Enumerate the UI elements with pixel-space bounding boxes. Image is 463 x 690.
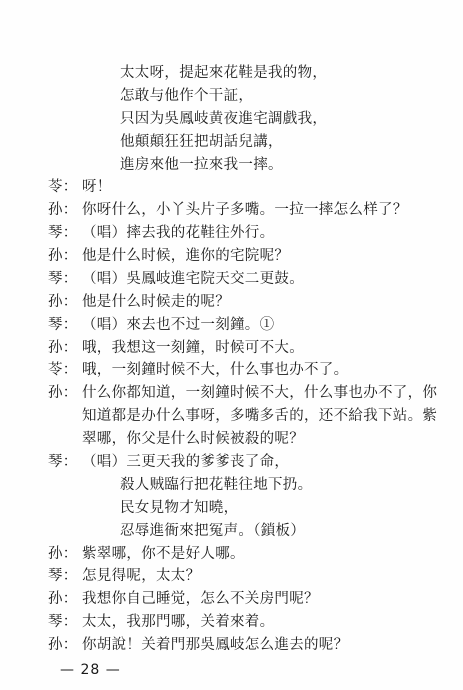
speaker-label: 琴： [48, 568, 78, 585]
dialogue-line [48, 247, 289, 265]
page-number: — 28 — [60, 662, 121, 678]
dialogue-line [48, 590, 319, 608]
dialogue-text: 哦，我想这一刻鐘，时候可不大。 [82, 339, 304, 356]
speaker-label: 琴： [48, 454, 78, 470]
dialogue-line [48, 613, 274, 631]
dialogue-line [48, 178, 112, 196]
verse-line: 殺人贼臨行把花鞋往地下扔。 [120, 476, 313, 493]
dialogue-line [48, 636, 348, 654]
speaker-label: 孙： [48, 202, 78, 219]
dialogue-text: （唱）三更天我的爹爹丧了命， [82, 454, 290, 470]
dialogue-line [48, 270, 304, 288]
dialogue-line [48, 407, 437, 425]
dialogue-line [48, 430, 304, 448]
verse-line: 進房來他一拉來我一摔。 [120, 156, 283, 173]
speaker-label: 孙： [48, 545, 78, 562]
speaker-label: 孙： [48, 637, 78, 653]
dialogue-text: 哦，一刻鐘时候不大，什么事也办不了。 [82, 362, 349, 379]
dialogue-text: （唱）吳鳳岐進宅院天交二更鼓。 [82, 270, 304, 287]
dialogue-text: 我想你自己睡觉，怎么不关房門呢？ [82, 591, 319, 608]
verse-line: 只因为吳鳳岐黄夜進宅調戲我， [120, 110, 328, 127]
speaker-label: 孙： [48, 591, 78, 608]
speaker-label: 苓： [48, 362, 78, 379]
dialogue-line [48, 224, 274, 242]
verse-line: 怎敢与他作个干証， [120, 87, 254, 104]
dialogue-text: 他是什么时候走的呢？ [82, 293, 230, 310]
dialogue-text: 呀！ [82, 179, 112, 196]
speaker-label: 琴： [48, 316, 78, 333]
speaker-label: 孙： [48, 339, 78, 356]
dialogue-text: （唱）來去也不过一刻鐘。① [82, 316, 275, 333]
verse-line: 他顛顛狂狂把胡話兒講， [120, 133, 283, 150]
dialogue-line [48, 384, 437, 402]
dialogue-line [48, 361, 348, 379]
dialogue-text: 你胡說！关着門那吳鳳岐怎么進去的呢？ [82, 637, 349, 653]
dialogue-text: 他是什么时候，進你的宅院呢？ [82, 248, 290, 264]
dialogue-text: 什么你都知道，一刻鐘时候不大，什么事也办不了，你 [82, 385, 438, 402]
speaker-label: 孙： [48, 385, 78, 402]
verse-line: 忍辱進衙來把冤声。（鎖板） [120, 522, 306, 539]
dialogue-text: 紫翠哪，你不是好人哪。 [82, 545, 245, 562]
verse-line: 太太呀，提起來花鞋是我的物， [120, 65, 328, 81]
speaker-label: 孙： [48, 293, 78, 310]
speaker-label: 琴： [48, 270, 78, 287]
speaker-label: 琴： [48, 614, 78, 631]
dialogue-line [48, 453, 289, 471]
dialogue-line [48, 201, 408, 219]
dialogue-text: 太太，我那門哪，关着來着。 [82, 614, 275, 631]
speaker-label: 琴： [48, 225, 78, 242]
speaker-label: 孙： [48, 248, 78, 264]
dialogue-text: （唱）摔去我的花鞋往外行。 [82, 225, 275, 242]
dialogue-line [48, 339, 304, 357]
dialogue-line [48, 567, 200, 585]
speaker-label: 苓： [48, 179, 78, 196]
dialogue-text: 知道都是办什么事呀，多嘴多舌的，还不給我下站。紫 [82, 408, 438, 425]
dialogue-line [48, 316, 274, 334]
dialogue-text: 翠哪，你父是什么时候被殺的呢？ [82, 431, 304, 448]
dialogue-line [48, 293, 230, 311]
dialogue-text: 你呀什么，小丫头片子多嘴。一拉一摔怎么样了？ [82, 202, 408, 219]
dialogue-text: 怎見得呢，太太？ [82, 568, 201, 585]
dialogue-line [48, 545, 245, 563]
verse-line: 民女見物才知曉， [120, 499, 239, 516]
